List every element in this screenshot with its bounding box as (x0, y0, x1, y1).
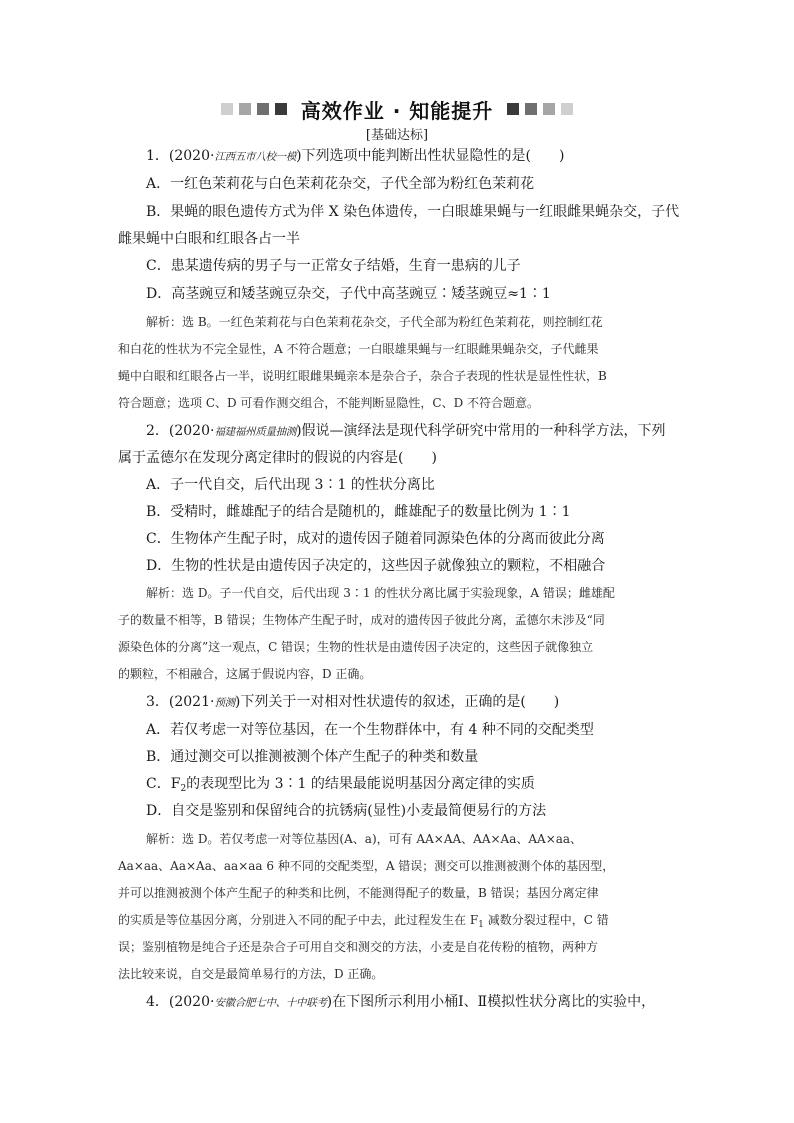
option-c (118, 774, 710, 796)
solution-line: 并可以推测被测个体产生配子的种类和比例，不能测得配子的数量，B 错误；基因分离定律 (118, 886, 599, 900)
option-text: C．F (146, 776, 181, 792)
question-3-stem (118, 692, 710, 713)
question-number: 3．(2021· (146, 694, 215, 710)
solution-line: 子的数量不相等，B 错误；生物体产生配子时，成对的遗传因子彼此分离，孟德尔未涉及“同 (118, 613, 605, 627)
solution-line: 符合题意；选项 C、D 可看作测交组合，不能判断显隐性，C、D 不符合题意。 (118, 396, 540, 410)
solution-line: 和白花的性状为不完全显性，A 不符合题意；一白眼雄果蝇与一红眼雌果蝇杂交，子代雌果 (118, 342, 599, 356)
solution-line: 法比较来说，自交是最简单易行的方法，D 正确。 (118, 967, 384, 981)
page-title: 高效作业 · 知能提升 (300, 98, 494, 123)
solution-text: 减数分裂过程中，C 错 (483, 913, 609, 927)
option-d: D．自交是鉴别和保留纯合的抗锈病(显性)小麦最简便易行的方法 (146, 803, 547, 819)
solution-line: Aa×aa、Aa×Aa、aa×aa 6 种不同的交配类型，A 错误；测交可以推测被测个体的基因型， (118, 859, 615, 873)
question-text: )假说—演绎法是现代科学研究中常用的一种科学方法，下列 (296, 423, 666, 439)
option-c: C．患某遗传病的男子与一正常女子结婚，生育一患病的儿子 (146, 258, 521, 274)
question-text: )下列关于一对相对性状遗传的叙述，正确的是( ) (234, 694, 560, 710)
solution-line: 解析：选 D。子一代自交，后代出现 3∶1 的性状分离比属于实验现象，A 错误；雌雄配 (146, 586, 615, 600)
question-4-stem (118, 992, 710, 1013)
question-number: 4．(2020· (146, 994, 215, 1010)
option-a: A．子一代自交，后代出现 3∶1 的性状分离比 (146, 477, 435, 493)
solution-line: 解析：选 B。一红色茉莉花与白色茉莉花杂交，子代全部为粉红色茉莉花，则控制红花 (146, 315, 603, 329)
option-c: C．生物体产生配子时，成对的遗传因子随着同源染色体的分离而彼此分离 (146, 531, 605, 547)
option-a: A．一红色茉莉花与白色茉莉花杂交，子代全部为粉红色茉莉花 (146, 176, 535, 192)
right-decoration (507, 103, 573, 115)
decor-block (221, 103, 233, 115)
decor-block (507, 103, 519, 115)
question-2-stem (118, 421, 710, 442)
question-2-stem-cont: 属于孟德尔在发现分离定律时的假说的内容是( ) (118, 450, 437, 466)
solution-line: 解析：选 D。若仅考虑一对等位基因(A、a)，可有 AA×AA、AA×Aa、AA×aa、 (146, 832, 583, 846)
question-source: 江西五市八校一模 (214, 151, 297, 163)
option-d: D．高茎豌豆和矮茎豌豆杂交，子代中高茎豌豆∶矮茎豌豆≈1∶1 (146, 286, 551, 302)
option-d: D．生物的性状是由遗传因子决定的，这些因子就像独立的颗粒，不相融合 (146, 558, 606, 574)
solution-line: 源染色体的分离”这一观点，C 错误；生物的性状是由遗传因子决定的，这些因子就像独立 (118, 640, 594, 654)
decor-block (561, 103, 573, 115)
question-source: 福建福州质量抽测 (214, 426, 297, 438)
question-1-stem (118, 146, 710, 167)
solution-line: 的颗粒，不相融合，这属于假说内容，D 正确。 (118, 667, 372, 681)
option-b: B．受精时，雌雄配子的结合是随机的，雌雄配子的数量比例为 1∶1 (146, 504, 571, 520)
solution-line (118, 910, 682, 932)
decor-block (239, 103, 251, 115)
solution-line: 蝇中白眼和红眼各占一半，说明红眼雌果蝇亲本是杂合子，杂合子表现的性状是显性性状，B (118, 369, 607, 383)
page-header (0, 94, 794, 124)
subscript: 2 (180, 784, 187, 794)
option-b: B．通过测交可以推测被测个体产生配子的种类和数量 (146, 749, 479, 765)
subscript: 1 (478, 920, 484, 930)
decor-block (543, 103, 555, 115)
question-source: 预测 (214, 697, 235, 709)
option-b-cont: 雌果蝇中白眼和红眼各占一半 (118, 231, 300, 247)
question-number: 2．(2020· (146, 423, 215, 439)
left-decoration (221, 103, 287, 115)
question-source: 安徽合肥七中、十中联考 (214, 997, 327, 1009)
section-label: [基础达标] (365, 128, 429, 143)
option-text: 的表现型比为 3∶1 的结果最能说明基因分离定律的实质 (186, 776, 535, 792)
solution-text: 的实质是等位基因分离，分别进入不同的配子中去，此过程发生在 F (118, 913, 479, 927)
question-number: 1．(2020· (146, 148, 215, 164)
question-text: )下列选项中能判断出性状显隐性的是( ) (296, 148, 565, 164)
option-b: B．果蝇的眼色遗传方式为伴 X 染色体遗传，一白眼雄果蝇与一红眼雌果蝇杂交，子代 (146, 204, 680, 220)
decor-block (257, 103, 269, 115)
question-text: )在下图所示利用小桶Ⅰ、Ⅱ模拟性状分离比的实验中， (326, 994, 656, 1010)
option-a: A．若仅考虑一对等位基因，在一个生物群体中，有 4 种不同的交配类型 (146, 722, 594, 738)
decor-block (525, 103, 537, 115)
decor-block (275, 103, 287, 115)
solution-line: 误；鉴别植物是纯合子还是杂合子可用自交和测交的方法，小麦是自花传粉的植物，两种方 (118, 940, 599, 954)
